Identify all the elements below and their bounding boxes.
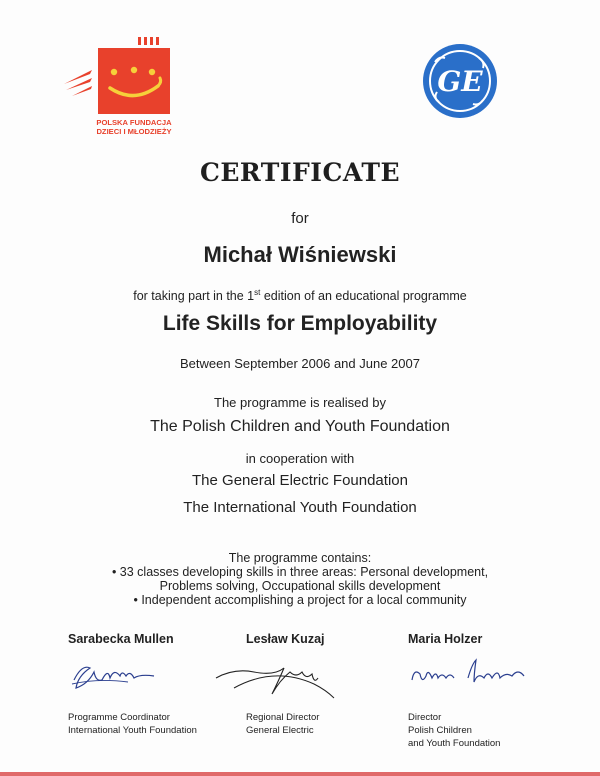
ge-logo bbox=[421, 42, 499, 120]
contents-item: • Independent accomplishing a project for a local community bbox=[133, 593, 467, 607]
pfdim-logo bbox=[62, 34, 182, 144]
main-foundation: The Polish Children and Youth Foundation bbox=[150, 418, 450, 435]
participation-sup: st bbox=[254, 288, 261, 297]
handwritten-signature-kuzaj bbox=[214, 654, 344, 700]
role-title: Regional Director bbox=[246, 712, 320, 723]
for-label: for bbox=[291, 210, 309, 227]
signer-role bbox=[408, 711, 500, 750]
recipient-name: Michał Wiśniewski bbox=[203, 242, 397, 267]
programme-name: Life Skills for Employability bbox=[162, 312, 438, 335]
certificate-title: CERTIFICATE bbox=[199, 158, 401, 187]
signer-name: Sarabecka Mullen bbox=[68, 632, 174, 646]
handwritten-signature-holzer bbox=[408, 654, 538, 694]
partner-iyf: The International Youth Foundation bbox=[183, 499, 417, 516]
participation-line bbox=[0, 288, 600, 303]
role-organisation: Polish Children bbox=[408, 725, 472, 736]
pfdim-name-line1: POLSKA FUNDACJA bbox=[96, 118, 172, 127]
role-organisation-cont: and Youth Foundation bbox=[408, 738, 501, 749]
role-title: Programme Coordinator bbox=[68, 712, 170, 723]
realised-by-intro: The programme is realised by bbox=[214, 395, 386, 410]
partner-ge-foundation: The General Electric Foundation bbox=[192, 472, 408, 489]
signer-name: Lesław Kuzaj bbox=[246, 632, 325, 646]
handwritten-signature-mullen bbox=[68, 654, 178, 694]
signer-role bbox=[246, 711, 319, 737]
signer-name: Maria Holzer bbox=[408, 632, 483, 646]
signer-role bbox=[68, 711, 197, 737]
cooperation-intro: in cooperation with bbox=[245, 451, 355, 466]
role-organisation: General Electric bbox=[246, 725, 314, 736]
ge-monogram: GE bbox=[437, 65, 483, 98]
role-organisation: International Youth Foundation bbox=[68, 725, 197, 736]
contents-item: Problems solving, Occupational skills development bbox=[159, 579, 441, 593]
contents-item: • 33 classes developing skills in three areas: Personal development, bbox=[111, 565, 489, 579]
contents-intro: The programme contains: bbox=[228, 551, 372, 565]
participation-after: edition of an educational programme bbox=[260, 289, 467, 304]
bottom-border bbox=[0, 772, 600, 776]
pfdim-name-line2: DZIECI I MŁODZIEŻY bbox=[96, 127, 172, 136]
programme-contents bbox=[0, 551, 600, 607]
programme-period: Between September 2006 and June 2007 bbox=[180, 356, 420, 371]
role-title: Director bbox=[408, 712, 442, 723]
participation-before: for taking part in the 1 bbox=[133, 289, 255, 304]
swoosh-icon bbox=[64, 70, 92, 96]
